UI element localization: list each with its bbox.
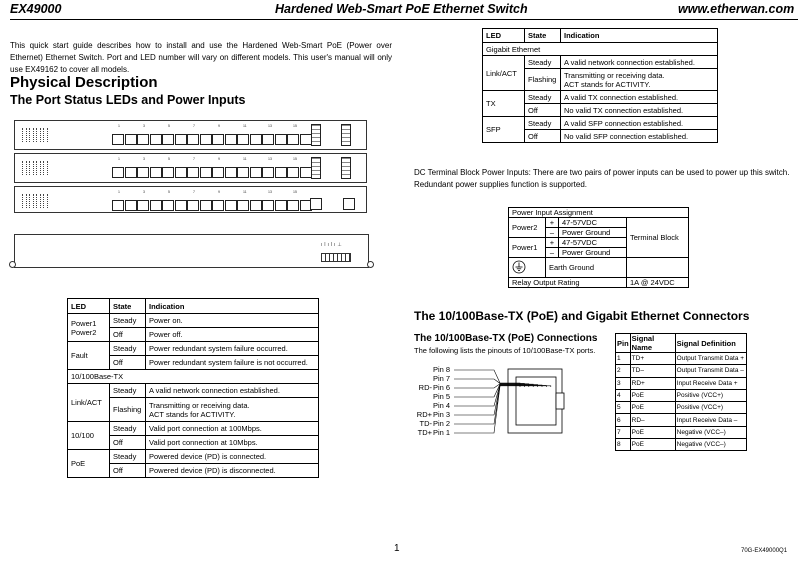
led-link-act: Link/ACT [483,56,525,91]
pin-row [616,389,747,401]
intro-paragraph: This quick start guide describes how to install and use the Hardened Web-Smart PoE (Power over Ethernet) Ethernet Switch. Port and LED number will vary on different models. This user's manual will only use EX49162 to cover all models. [10,41,392,74]
ground-cell: Power Ground [559,248,627,258]
ethernet-port-icon [125,167,137,178]
pin-number-cell: 4 [616,389,631,401]
power-table-title: Power Input Assignment [509,208,689,218]
signal-definition-cell: Negative (VCC–) [675,426,746,438]
ethernet-port-icon [212,200,224,211]
relay-value: 1A @ 24VDC [627,278,689,288]
earth-ground-label: Earth Ground [546,258,627,278]
state-cell: Steady [525,56,561,69]
relay-label: Relay Output Rating [509,278,627,288]
state-cell: Off [110,356,146,370]
ethernet-port-icon [150,134,162,145]
col-header-led: LED [483,29,525,43]
pin-number-cell: 6 [616,414,631,426]
section-10-100-base-tx: 10/100Base-TX [68,370,319,384]
ethernet-port-icon [225,200,237,211]
indication-cell: Power redundant system failure is not occurred. [146,356,319,370]
port-number-label: 11 [243,124,247,128]
doc-code: 70G-EX49000Q1 [741,548,788,554]
led-table-left [67,298,319,478]
state-cell: Steady [110,384,146,398]
signal-name-cell: RD+ [630,377,675,389]
ethernet-port-icon [175,134,187,145]
ethernet-port-icon [300,134,312,145]
ethernet-port-icon [162,200,174,211]
earth-ground-icon [512,260,526,274]
dc-terminal-text: DC Terminal Block Power Inputs: There are two pairs of power inputs can be used to power up this switch. Redundant power supplies function is supported. [414,168,790,189]
state-cell: Steady [110,450,146,464]
ethernet-port-icon [150,200,162,211]
led-indicator-icon [29,194,31,208]
ethernet-port-icon [200,200,212,211]
port-number-label: 9 [218,190,220,194]
led-table-right [482,28,718,143]
sfp-port-icon [311,124,321,146]
ethernet-port-icon [275,200,287,211]
indication-cell: A valid network connection established. [561,56,718,69]
indication-cell [146,398,319,422]
mount-hole-icon [9,261,16,268]
pin-row [616,426,747,438]
pin-signal-label: RD- [418,383,432,392]
col-header-led: LED [68,299,110,314]
port-number-label: 9 [218,157,220,161]
state-cell: Flashing [110,398,146,422]
vdc-cell: 47-57VDC [559,238,627,248]
pin-number-cell: 1 [616,353,631,365]
ethernet-port-icon [287,200,299,211]
ethernet-port-icon [112,134,124,145]
ethernet-port-icon [287,134,299,145]
pin-signal-label: TD- [419,419,432,428]
ethernet-port-icon [200,167,212,178]
rj45-jack-icon [454,363,614,439]
state-cell: Flashing [525,69,561,91]
indication-cell [561,69,718,91]
indication-line: Transmitting or receiving data. [149,400,250,410]
pin-row [616,402,747,414]
port-number-label: 15 [293,157,297,161]
signal-name-cell: PoE [630,402,675,414]
signal-name-cell: TD– [630,365,675,377]
led-indicator-icon [47,128,49,142]
led-indicator-icon [43,161,45,175]
state-cell: Steady [110,314,146,328]
pin-row [616,414,747,426]
indication-cell: A valid network connection established. [146,384,319,398]
led-indicator-icon [33,128,35,142]
plus-symbol: + [546,218,559,228]
led-indicator-icon [40,194,42,208]
state-cell: Off [525,104,561,117]
led-indicator-icon [47,161,49,175]
pin-row [616,439,747,451]
sfp-port-icon [341,124,351,146]
minus-symbol: – [546,228,559,238]
ethernet-port-icon [237,134,249,145]
earth-blank-cell [627,258,689,278]
ethernet-port-icon [250,167,262,178]
pin-number-cell: 5 [616,402,631,414]
led-poe: PoE [68,450,110,478]
pin-wire [454,385,546,424]
led-10-100: 10/100 [68,422,110,450]
plus-symbol: + [546,238,559,248]
pin-number-label: Pin 2 [433,419,451,428]
ethernet-port-icon [175,200,187,211]
col-header-pin: Pin [616,334,631,353]
ethernet-port-icon [162,134,174,145]
port-number-label: 5 [168,157,170,161]
signal-definition-cell: Output Transmit Data + [675,353,746,365]
pin-number-label: Pin 5 [433,392,451,401]
port-number-label: 15 [293,124,297,128]
earth-ground-symbol-cell [509,258,546,278]
led-power-cell [68,314,110,342]
led-indicator-icon [36,128,38,142]
led-indicator-icon [43,128,45,142]
port-number-label: 5 [168,124,170,128]
ethernet-port-icon [137,167,149,178]
ethernet-port-icon [250,200,262,211]
pin-number-cell: 3 [616,377,631,389]
signal-name-cell: PoE [630,439,675,451]
pin-table [615,333,747,451]
state-cell: Steady [525,117,561,130]
port-number-label: 5 [168,190,170,194]
state-cell: Off [110,436,146,450]
pin-number-label: Pin 3 [433,410,451,419]
ethernet-port-icon [187,167,199,178]
col-header-signal-name: Signal Name [630,334,675,353]
port-number-label: 15 [293,190,297,194]
port-number-label: 13 [268,190,272,194]
header-title: Hardened Web-Smart PoE Ethernet Switch [275,2,528,16]
ethernet-port-icon [212,167,224,178]
minus-symbol: – [546,248,559,258]
indication-line: ACT stands for ACTIVITY. [149,409,236,419]
led-indicator-icon [33,161,35,175]
signal-definition-cell: Positive (VCC+) [675,402,746,414]
sfp-port-icon [341,157,351,179]
led-indicator-icon [22,161,24,175]
pin-wire [454,384,533,397]
ethernet-port-icon [187,200,199,211]
port-number-label: 11 [243,190,247,194]
led-power2: Power2 [71,327,97,337]
led-indicator-icon [40,128,42,142]
led-indicator-icon [33,194,35,208]
port-number-label: 1 [118,157,120,161]
pin-number-label: Pin 8 [433,365,451,374]
pin-number-label: Pin 1 [433,428,451,437]
indication-cell: Power redundant system failure occurred. [146,342,319,356]
col-header-signal-definition: Signal Definition [675,334,746,353]
indication-cell: Power off. [146,328,319,342]
led-tx: TX [483,91,525,117]
physical-subtitle: The Port Status LEDs and Power Inputs [10,93,246,107]
mount-hole-icon [367,261,374,268]
led-indicator-icon [29,161,31,175]
led-indicator-icon [29,128,31,142]
port-number-label: 7 [193,124,195,128]
ethernet-port-icon [137,200,149,211]
port-number-label: 13 [268,157,272,161]
indication-cell: No valid SFP connection established. [561,130,718,143]
indication-cell: No valid TX connection established. [561,104,718,117]
led-indicator-icon [36,161,38,175]
pin-signal-label: TD+ [417,428,432,437]
led-indicator-icon [22,128,24,142]
ethernet-port-icon [237,200,249,211]
pin-number-cell: 7 [616,426,631,438]
switch-top-panel [14,234,369,268]
connectors-title: The 10/100Base-TX (PoE) and Gigabit Ethernet Connectors [414,309,750,323]
ethernet-port-icon [137,134,149,145]
ethernet-port-icon [112,200,124,211]
led-power1: Power1 [71,318,97,328]
header-model: EX49000 [10,2,62,16]
port-number-label: 1 [118,190,120,194]
ethernet-port-icon [262,134,274,145]
section-gigabit-ethernet: Gigabit Ethernet [483,43,718,56]
header-url: www.etherwan.com [678,2,795,16]
ethernet-port-icon [175,167,187,178]
gigabit-port-icon [310,198,322,210]
ethernet-port-icon [112,167,124,178]
led-indicator-icon [22,194,24,208]
indication-cell: Powered device (PD) is disconnected. [146,464,319,478]
physical-title: Physical Description [10,74,158,91]
pin-wire [454,386,551,433]
signal-name-cell: PoE [630,389,675,401]
port-number-label: 3 [143,124,145,128]
col-header-state: State [525,29,561,43]
vdc-cell: 47-57VDC [559,218,627,228]
indication-cell: A valid SFP connection established. [561,117,718,130]
power2-label: Power2 [509,218,546,238]
port-number-label: 9 [218,124,220,128]
connectors-subtitle: The 10/100Base-TX (PoE) Connections [414,333,598,344]
led-sfp: SFP [483,117,525,143]
page-number: 1 [394,543,400,554]
pin-signal-label: RD+ [416,410,432,419]
ground-cell: Power Ground [559,228,627,238]
state-cell: Steady [110,422,146,436]
col-header-indication: Indication [146,299,319,314]
signal-definition-cell: Input Receive Data + [675,377,746,389]
gigabit-port-icon [343,198,355,210]
led-indicator-icon [43,194,45,208]
pin-row [616,377,747,389]
power-input-table [508,207,689,288]
signal-name-cell: RD– [630,414,675,426]
port-number-label: 7 [193,190,195,194]
ethernet-port-icon [125,134,137,145]
signal-name-cell: PoE [630,426,675,438]
indication-line: Transmitting or receiving data. [564,70,665,80]
signal-definition-cell: Positive (VCC+) [675,389,746,401]
pin-number-label: Pin 7 [433,374,451,383]
power1-label: Power1 [509,238,546,258]
led-indicator-icon [26,161,28,175]
ethernet-port-icon [225,134,237,145]
led-indicator-icon [36,194,38,208]
pin-number-cell: 2 [616,365,631,377]
pin-number-cell: 8 [616,439,631,451]
indication-cell: Valid port connection at 100Mbps. [146,422,319,436]
ethernet-port-icon [250,134,262,145]
indication-cell: Valid port connection at 10Mbps. [146,436,319,450]
port-number-label: 3 [143,157,145,161]
ethernet-port-icon [200,134,212,145]
state-cell: Steady [525,91,561,104]
port-number-label: 1 [118,124,120,128]
led-indicator-icon [47,194,49,208]
terminal-marks-icon: ılılı⊥ [321,242,344,248]
port-number-label: 3 [143,190,145,194]
led-indicator-icon [40,161,42,175]
led-indicator-icon [26,194,28,208]
terminal-block-icon [321,253,351,262]
ethernet-port-icon [262,200,274,211]
ethernet-port-icon [237,167,249,178]
state-cell: Off [525,130,561,143]
port-number-label: 7 [193,157,195,161]
terminal-block-label: Terminal Block [627,218,689,258]
led-link-act: Link/ACT [68,384,110,422]
signal-name-cell: TD+ [630,353,675,365]
state-cell: Off [110,328,146,342]
col-header-state: State [110,299,146,314]
pin-row [616,353,747,365]
pin-row [616,365,747,377]
ethernet-port-icon [275,134,287,145]
ethernet-port-icon [262,167,274,178]
port-number-label: 11 [243,157,247,161]
led-fault: Fault [68,342,110,370]
header-rule [10,19,798,20]
led-indicator-icon [26,128,28,142]
ethernet-port-icon [225,167,237,178]
ethernet-port-icon [212,134,224,145]
indication-line: ACT stands for ACTIVITY. [564,79,651,89]
indication-cell: Powered device (PD) is connected. [146,450,319,464]
port-number-label: 13 [268,124,272,128]
rj45-pin-diagram [414,363,614,439]
ethernet-port-icon [275,167,287,178]
col-header-indication: Indication [561,29,718,43]
connectors-desc: The following lists the pinouts of 10/100Base-TX ports. [414,346,596,355]
indication-cell: Power on. [146,314,319,328]
pin-number-label: Pin 6 [433,383,451,392]
signal-definition-cell: Output Transmit Data – [675,365,746,377]
ethernet-port-icon [187,134,199,145]
ethernet-port-icon [300,167,312,178]
pin-number-label: Pin 4 [433,401,451,410]
ethernet-port-icon [162,167,174,178]
ethernet-port-icon [150,167,162,178]
indication-cell: A valid TX connection established. [561,91,718,104]
state-cell: Off [110,464,146,478]
ethernet-port-icon [287,167,299,178]
sfp-port-icon [311,157,321,179]
signal-definition-cell: Negative (VCC–) [675,439,746,451]
signal-definition-cell: Input Receive Data – [675,414,746,426]
state-cell: Steady [110,342,146,356]
ethernet-port-icon [125,200,137,211]
